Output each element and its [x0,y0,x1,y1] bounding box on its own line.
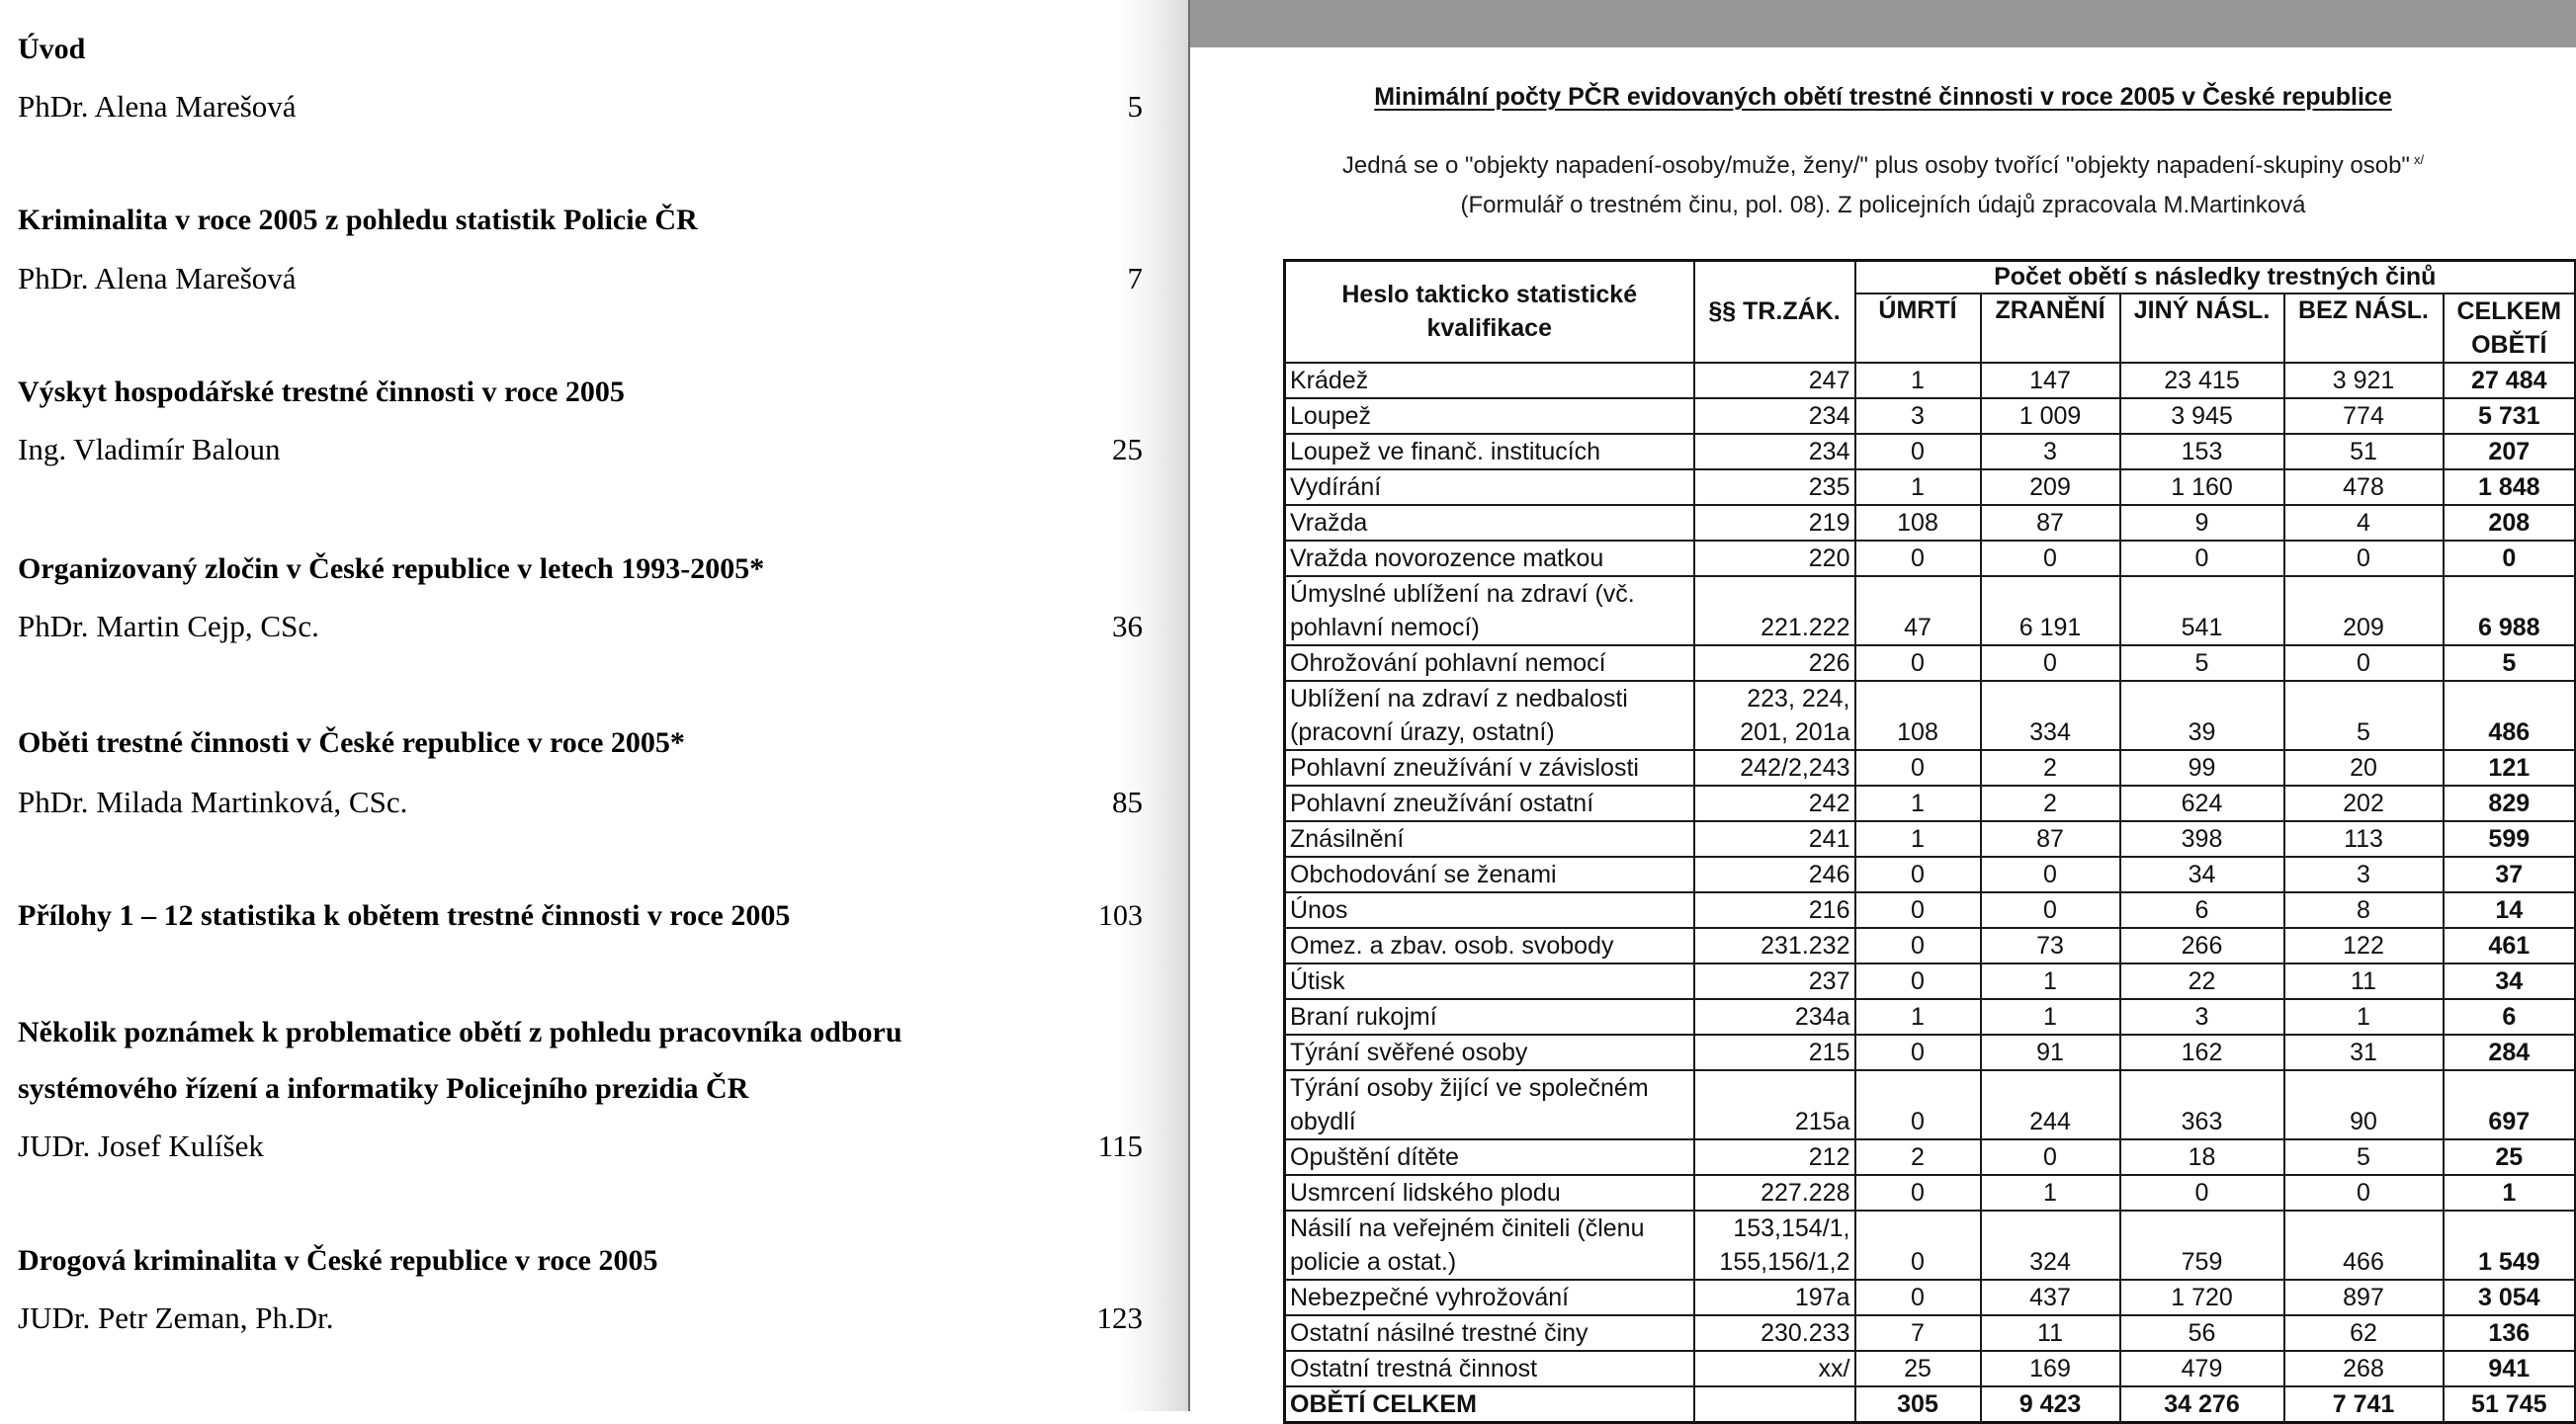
cell-deaths: 0 [1855,1211,1981,1280]
cell-paragraph: 242 [1694,786,1855,821]
cell-deaths: 0 [1855,645,1981,681]
cell-paragraph: 226 [1694,645,1855,681]
cell-injuries: 6 191 [1981,576,2120,645]
cell-other-consequences: 624 [2120,786,2284,821]
cell-paragraph: 216 [1694,892,1855,928]
cell-no-consequences: 8 [2284,892,2444,928]
cell-no-consequences: 62 [2284,1315,2444,1351]
cell-total: 486 [2444,681,2576,750]
cell-injuries: 324 [1981,1211,2120,1280]
cell-crime-name: Týrání osoby žijící ve společném obydlí [1285,1070,1694,1139]
cell-paragraph: 153,154/1, 155,156/1,2 [1694,1211,1855,1280]
table-row [1285,786,2576,821]
cell-other-consequences: 1 720 [2120,1280,2284,1315]
cell-other-consequences: 363 [2120,1070,2284,1139]
table-row [1285,892,2576,928]
cell-total: 1 [2444,1175,2576,1211]
cell-deaths: 0 [1855,1070,1981,1139]
table-row [1285,857,2576,892]
cell-other-consequences: 0 [2120,1175,2284,1211]
cell-total: 284 [2444,1035,2576,1070]
toc-entry[interactable] [18,1127,1143,1166]
cell-crime-name: Útisk [1285,963,1694,999]
cell-deaths: 108 [1855,505,1981,541]
table-row [1285,645,2576,681]
cell-total: 207 [2444,434,2576,469]
cell-deaths: 0 [1855,750,1981,786]
cell-no-consequences: 268 [2284,1351,2444,1386]
column-header-paragraph: §§ TR.ZÁK. [1694,261,1855,363]
cell-no-consequences: 7 741 [2284,1386,2444,1423]
cell-injuries: 87 [1981,821,2120,857]
cell-crime-name: Ostatní násilné trestné činy [1285,1315,1694,1351]
cell-crime-name: Úmyslné ublížení na zdraví (vč. pohlavní nemocí) [1285,576,1694,645]
cell-other-consequences: 34 276 [2120,1386,2284,1423]
table-body [1285,363,2576,1423]
cell-crime-name: Krádež [1285,363,1694,398]
table-source-note: (Formulář o trestném činu, pol. 08). Z policejních údajů zpracovala M.Martinková [1460,192,2306,218]
cell-deaths: 1 [1855,469,1981,505]
cell-crime-name: Ostatní trestná činnost [1285,1351,1694,1386]
cell-total: 121 [2444,750,2576,786]
cell-deaths: 1 [1855,786,1981,821]
toc-author: Ing. Vladimír Baloun [18,432,281,466]
cell-total: 3 054 [2444,1280,2576,1315]
cell-paragraph: 197a [1694,1280,1855,1315]
table-title: Minimální počty PČR evidovaných obětí trestné činnosti v roce 2005 v České republice [1374,83,2392,111]
cell-injuries: 9 423 [1981,1386,2120,1423]
cell-deaths: 3 [1855,398,1981,434]
toc-author: PhDr. Alena Marešová [18,89,297,124]
cell-other-consequences: 541 [2120,576,2284,645]
table-row [1285,363,2576,398]
cell-crime-name: Vydírání [1285,469,1694,505]
cell-deaths: 0 [1855,434,1981,469]
cell-other-consequences: 9 [2120,505,2284,541]
cell-no-consequences: 90 [2284,1070,2444,1139]
cell-injuries: 437 [1981,1280,2120,1315]
cell-total: 37 [2444,857,2576,892]
cell-paragraph: 230.233 [1694,1315,1855,1351]
page-top-gray-band [1190,0,2576,47]
cell-paragraph: 246 [1694,857,1855,892]
cell-paragraph: 234 [1694,398,1855,434]
cell-no-consequences: 0 [2284,541,2444,576]
victims-table [1283,259,2576,1424]
table-row [1285,434,2576,469]
cell-crime-name: Ohrožování pohlavní nemocí [1285,645,1694,681]
cell-paragraph: 215a [1694,1070,1855,1139]
cell-crime-name: Týrání svěřené osoby [1285,1035,1694,1070]
cell-crime-name: Nebezpečné vyhrožování [1285,1280,1694,1315]
table-row [1285,1280,2576,1315]
cell-crime-name: Pohlavní zneužívání v závislosti [1285,750,1694,786]
cell-crime-name: Omez. a zbav. osob. svobody [1285,928,1694,963]
cell-paragraph: 219 [1694,505,1855,541]
toc-page-number: 103 [1098,899,1143,932]
toc-page-number: 5 [1127,89,1143,124]
table-row [1285,505,2576,541]
toc-author: JUDr. Josef Kulíšek [18,1129,264,1163]
column-group-header: Počet obětí s následky trestných činů [1855,261,2576,293]
column-header-name: Heslo takticko statistické kvalifikace [1285,261,1694,363]
table-row [1285,999,2576,1035]
cell-no-consequences: 113 [2284,821,2444,857]
cell-deaths: 2 [1855,1139,1981,1175]
cell-injuries: 0 [1981,1139,2120,1175]
cell-other-consequences: 99 [2120,750,2284,786]
toc-title: Přílohy 1 – 12 statistika k obětem trestné činnosti v roce 2005 [18,899,791,932]
cell-paragraph [1694,1386,1855,1423]
cell-crime-name: Ublížení na zdraví z nedbalosti (pracovní úrazy, ostatní) [1285,681,1694,750]
cell-paragraph: 227.228 [1694,1175,1855,1211]
cell-deaths: 7 [1855,1315,1981,1351]
toc-page-number: 115 [1097,1129,1143,1163]
toc-title[interactable]: Drogová kriminalita v České republice v roce 2005 [18,1244,658,1277]
cell-deaths: 0 [1855,1280,1981,1315]
table-total-row [1285,1386,2576,1423]
cell-deaths: 0 [1855,963,1981,999]
cell-total: 27 484 [2444,363,2576,398]
cell-injuries: 1 [1981,999,2120,1035]
cell-deaths: 0 [1855,1175,1981,1211]
toc-page-number: 123 [1096,1300,1143,1335]
toc-title[interactable]: Úvod [18,33,86,65]
cell-paragraph: 221.222 [1694,576,1855,645]
cell-total: 1 549 [2444,1211,2576,1280]
table-row [1285,1315,2576,1351]
cell-other-consequences: 162 [2120,1035,2284,1070]
cell-paragraph: 215 [1694,1035,1855,1070]
cell-crime-name: Vražda novorozence matkou [1285,541,1694,576]
cell-injuries: 0 [1981,892,2120,928]
cell-paragraph: 237 [1694,963,1855,999]
cell-deaths: 1 [1855,821,1981,857]
cell-total: 5 [2444,645,2576,681]
cell-paragraph: 247 [1694,363,1855,398]
cell-paragraph: 212 [1694,1139,1855,1175]
cell-injuries: 169 [1981,1351,2120,1386]
cell-injuries: 11 [1981,1315,2120,1351]
table-row [1285,1035,2576,1070]
cell-deaths: 0 [1855,541,1981,576]
toc-entry[interactable] [18,896,1143,936]
cell-injuries: 334 [1981,681,2120,750]
cell-other-consequences: 0 [2120,541,2284,576]
cell-no-consequences: 0 [2284,1175,2444,1211]
footnote-marker: x/ [2413,152,2425,167]
table-row [1285,928,2576,963]
cell-other-consequences: 3 [2120,999,2284,1035]
cell-other-consequences: 759 [2120,1211,2284,1280]
cell-total: 51 745 [2444,1386,2576,1423]
cell-crime-name: Obchodování se ženami [1285,857,1694,892]
cell-no-consequences: 1 [2284,999,2444,1035]
cell-no-consequences: 202 [2284,786,2444,821]
cell-no-consequences: 5 [2284,681,2444,750]
cell-crime-name: Loupež [1285,398,1694,434]
cell-deaths: 0 [1855,857,1981,892]
cell-other-consequences: 22 [2120,963,2284,999]
toc-entry[interactable] [18,430,1143,469]
cell-deaths: 0 [1855,928,1981,963]
cell-deaths: 305 [1855,1386,1981,1423]
cell-crime-name: Vražda [1285,505,1694,541]
cell-no-consequences: 11 [2284,963,2444,999]
right-page-statistics [1190,0,2576,1418]
toc-entry[interactable] [18,607,1143,646]
table-row [1285,541,2576,576]
cell-total: 599 [2444,821,2576,857]
cell-injuries: 1 [1981,1175,2120,1211]
cell-other-consequences: 1 160 [2120,469,2284,505]
toc-author: JUDr. Petr Zeman, Ph.Dr. [18,1300,334,1335]
cell-injuries: 244 [1981,1070,2120,1139]
cell-injuries: 0 [1981,857,2120,892]
cell-paragraph: 220 [1694,541,1855,576]
cell-total: 461 [2444,928,2576,963]
cell-paragraph: 234a [1694,999,1855,1035]
toc-title[interactable]: Organizovaný zločin v České republice v letech 1993-2005* [18,552,765,585]
cell-no-consequences: 209 [2284,576,2444,645]
cell-no-consequences: 897 [2284,1280,2444,1315]
toc-author: PhDr. Alena Marešová [18,261,297,295]
cell-no-consequences: 5 [2284,1139,2444,1175]
cell-no-consequences: 20 [2284,750,2444,786]
cell-paragraph: xx/ [1694,1351,1855,1386]
toc-page-number: 7 [1127,261,1143,295]
toc-page-number: 36 [1112,609,1143,643]
cell-no-consequences: 51 [2284,434,2444,469]
table-row [1285,1139,2576,1175]
left-page-table-of-contents [0,0,1189,1411]
cell-no-consequences: 4 [2284,505,2444,541]
table-row [1285,398,2576,434]
table-row [1285,1351,2576,1386]
cell-no-consequences: 0 [2284,645,2444,681]
cell-no-consequences: 122 [2284,928,2444,963]
cell-crime-name: Znásilnění [1285,821,1694,857]
toc-entry[interactable] [18,1298,1143,1338]
table-row [1285,469,2576,505]
cell-total: 136 [2444,1315,2576,1351]
cell-paragraph: 234 [1694,434,1855,469]
cell-total: 208 [2444,505,2576,541]
table-row [1285,1070,2576,1139]
cell-injuries: 91 [1981,1035,2120,1070]
toc-author: PhDr. Milada Martinková, CSc. [18,785,408,819]
column-header-other-consequences: JINÝ NÁSL. [2120,293,2284,363]
cell-deaths: 0 [1855,1035,1981,1070]
cell-total: 1 848 [2444,469,2576,505]
toc-title[interactable]: Kriminalita v roce 2005 z pohledu statistik Policie ČR [18,204,698,236]
column-header-total: CELKEM OBĚTÍ [2444,293,2576,363]
subtitle-text: Jedná se o "objekty napadení-osoby/muže, ženy/" plus osoby tvořící "objekty napadení-skupiny osob" [1341,152,2410,179]
cell-crime-name: Loupež ve finanč. institucích [1285,434,1694,469]
cell-total: 941 [2444,1351,2576,1386]
cell-injuries: 1 [1981,963,2120,999]
cell-injuries: 2 [1981,750,2120,786]
cell-other-consequences: 5 [2120,645,2284,681]
cell-injuries: 147 [1981,363,2120,398]
toc-page-number: 25 [1112,432,1143,466]
toc-entry[interactable] [18,259,1143,298]
cell-paragraph: 231.232 [1694,928,1855,963]
cell-other-consequences: 23 415 [2120,363,2284,398]
cell-paragraph: 241 [1694,821,1855,857]
table-row [1285,1175,2576,1211]
table-row [1285,963,2576,999]
cell-injuries: 0 [1981,541,2120,576]
table-row [1285,1211,2576,1280]
cell-injuries: 0 [1981,645,2120,681]
cell-other-consequences: 18 [2120,1139,2284,1175]
cell-injuries: 73 [1981,928,2120,963]
cell-injuries: 1 009 [1981,398,2120,434]
cell-no-consequences: 3 921 [2284,363,2444,398]
cell-paragraph: 223, 224, 201, 201a [1694,681,1855,750]
table-row [1285,681,2576,750]
cell-crime-name: Braní rukojmí [1285,999,1694,1035]
cell-crime-name: Pohlavní zneužívání ostatní [1285,786,1694,821]
column-header-no-consequences: BEZ NÁSL. [2284,293,2444,363]
cell-crime-name: Opuštění dítěte [1285,1139,1694,1175]
toc-title-line-2[interactable]: systémového řízení a informatiky Policejního prezidia ČR [18,1072,749,1105]
cell-injuries: 209 [1981,469,2120,505]
cell-total: 697 [2444,1070,2576,1139]
column-header-deaths: ÚMRTÍ [1855,293,1981,363]
cell-paragraph: 242/2,243 [1694,750,1855,786]
cell-total: 34 [2444,963,2576,999]
cell-other-consequences: 398 [2120,821,2284,857]
toc-title[interactable]: Oběti trestné činnosti v České republice v roce 2005* [18,726,685,759]
cell-total: 25 [2444,1139,2576,1175]
toc-page-number: 85 [1112,785,1143,819]
cell-deaths: 47 [1855,576,1981,645]
cell-total: 0 [2444,541,2576,576]
cell-other-consequences: 34 [2120,857,2284,892]
cell-other-consequences: 479 [2120,1351,2284,1386]
cell-total-label: OBĚTÍ CELKEM [1285,1386,1694,1423]
toc-title[interactable]: Několik poznámek k problematice obětí z pohledu pracovníka odboru [18,1016,902,1048]
cell-crime-name: Únos [1285,892,1694,928]
cell-total: 829 [2444,786,2576,821]
cell-paragraph: 235 [1694,469,1855,505]
table-row [1285,821,2576,857]
cell-crime-name: Násilí na veřejném činiteli (členu policie a ostat.) [1285,1211,1694,1280]
cell-no-consequences: 774 [2284,398,2444,434]
cell-other-consequences: 266 [2120,928,2284,963]
cell-injuries: 3 [1981,434,2120,469]
cell-no-consequences: 3 [2284,857,2444,892]
table-row [1285,576,2576,645]
cell-other-consequences: 6 [2120,892,2284,928]
column-header-injuries: ZRANĚNÍ [1981,293,2120,363]
cell-no-consequences: 31 [2284,1035,2444,1070]
cell-total: 6 [2444,999,2576,1035]
cell-deaths: 25 [1855,1351,1981,1386]
cell-no-consequences: 478 [2284,469,2444,505]
cell-total: 14 [2444,892,2576,928]
toc-author: PhDr. Martin Cejp, CSc. [18,609,319,643]
cell-crime-name: Usmrcení lidského plodu [1285,1175,1694,1211]
cell-injuries: 87 [1981,505,2120,541]
toc-entry[interactable] [18,783,1143,822]
cell-other-consequences: 153 [2120,434,2284,469]
cell-other-consequences: 3 945 [2120,398,2284,434]
cell-deaths: 1 [1855,363,1981,398]
table-subtitle [1190,152,2576,180]
cell-deaths: 0 [1855,892,1981,928]
table-row [1285,750,2576,786]
toc-title[interactable]: Výskyt hospodářské trestné činnosti v roce 2005 [18,376,625,408]
toc-entry[interactable] [18,87,1143,126]
cell-other-consequences: 39 [2120,681,2284,750]
cell-deaths: 1 [1855,999,1981,1035]
cell-total: 6 988 [2444,576,2576,645]
cell-no-consequences: 466 [2284,1211,2444,1280]
cell-total: 5 731 [2444,398,2576,434]
cell-deaths: 108 [1855,681,1981,750]
cell-injuries: 2 [1981,786,2120,821]
cell-other-consequences: 56 [2120,1315,2284,1351]
